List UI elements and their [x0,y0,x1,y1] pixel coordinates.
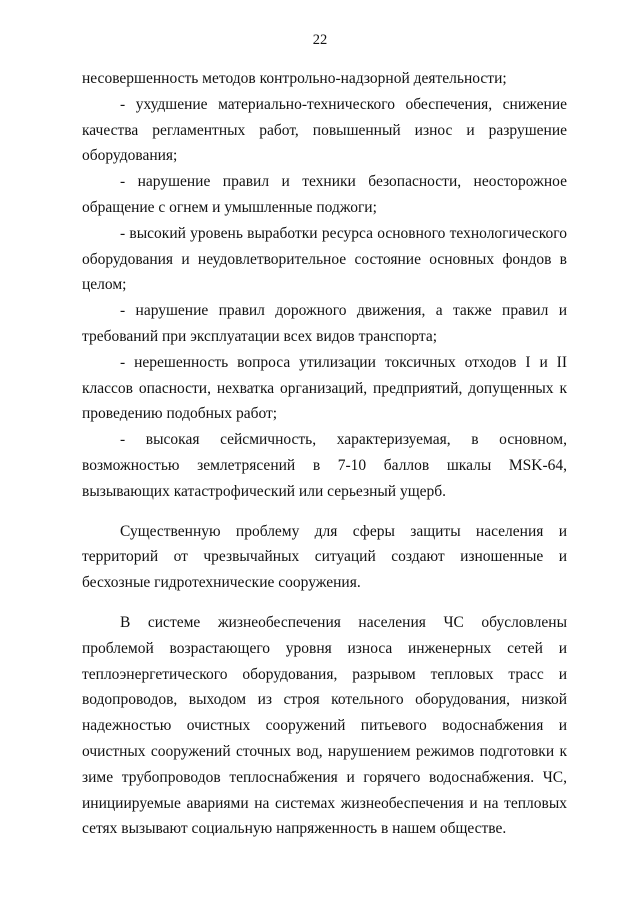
list-item: - нарушение правил дорожного движения, а также правил и требований при эксплуатации всех видов транспорта; [82,302,567,345]
continuation-line: несовершенность методов контрольно-надзорной деятельности; [82,70,507,87]
list-item: - высокая сейсмичность, характеризуемая, в основном, возможностью землетрясений в 7-10 баллов шкалы MSK-64, вызывающих катастрофический или серьезный ущерб. [82,431,567,500]
body-paragraph: В системе жизнеобеспечения населения ЧС обусловлены проблемой возрастающего уровня износа инженерных сетей и теплоэнергетического оборудования, разрывом тепловых трасс и водопроводов, выходом из строя котельного оборудования, низкой надежностью очистных сооружений питьевого водоснабжения и очистных сооружений сточных вод, нарушением режимов подготовки к зиме трубопроводов теплоснабжения и горячего водоснабжения. ЧС, инициируемые авариями на системах жизнеобеспечения и на тепловых сетях вызывают социальную напряженность в нашем обществе. [82,613,567,838]
list-item: - ухудшение материально-технического обеспечения, снижение качества регламентных работ, повышенный износ и разрушение оборудования; [82,95,567,165]
list-item: - нерешенность вопроса утилизации токсичных отходов I и II классов опасности, нехватка организаций, предприятий, допущенных к проведению подобных работ; [82,353,567,423]
document-body [82,66,567,842]
page-number: 22 [312,32,328,48]
list-item: - нарушение правил и техники безопасности, неосторожное обращение с огнем и умышленные поджоги; [82,173,567,216]
list-item: - высокий уровень выработки ресурса основного технологического оборудования и неудовлетворительное состояние основных фондов в целом; [82,224,567,294]
body-paragraph: Существенную проблему для сферы защиты населения и территорий от чрезвычайных ситуаций создают изношенные и бесхозные гидротехнические сооружения. [82,522,567,592]
